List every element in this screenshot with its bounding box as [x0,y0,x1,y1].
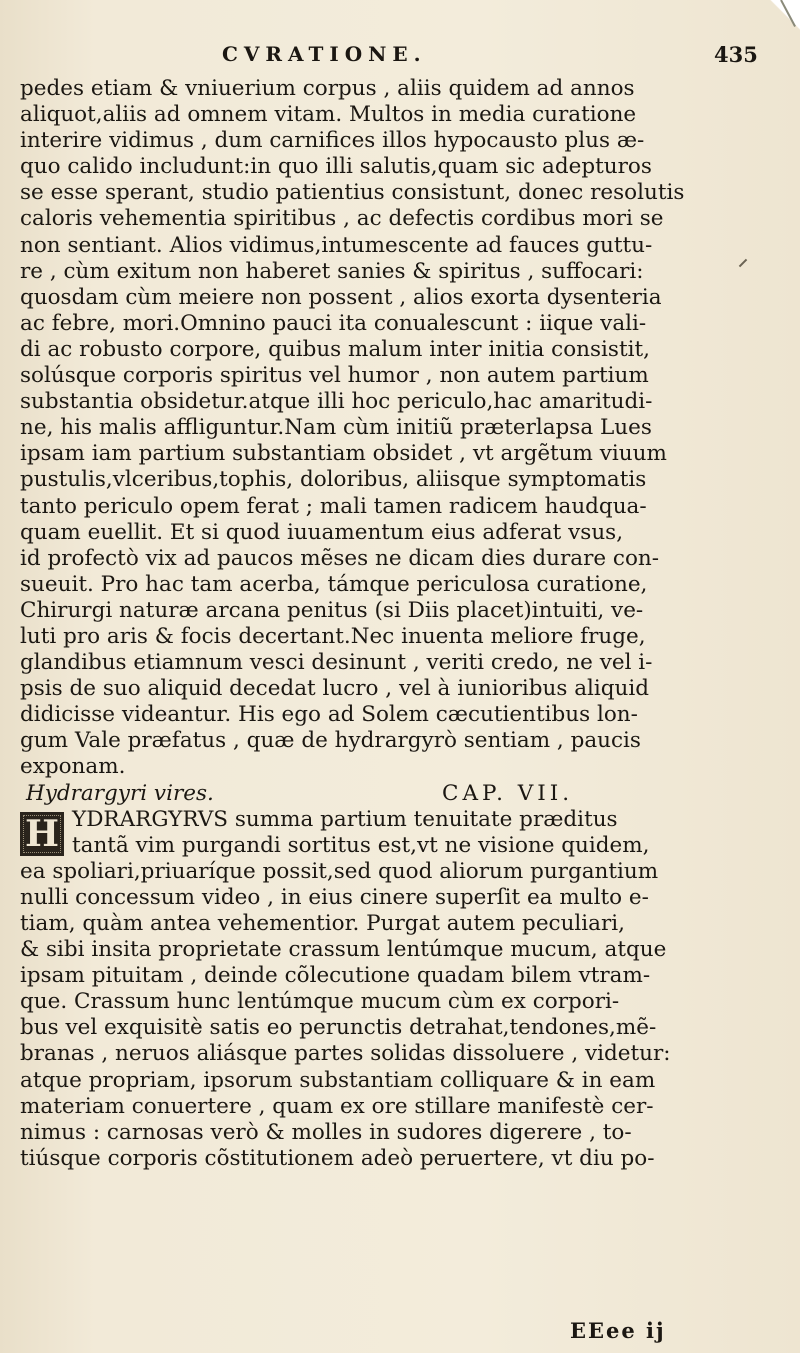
running-head: CVRATIONE. [222,42,427,66]
text-line: ipsam iam partium substantiam obsidet , vt argẽtum viuum [20,441,667,467]
text-line: psis de suo aliquid decedat lucro , vel à iunioribus aliquid [20,676,650,702]
text-line: ea spoliari,priuaríque possit,sed quod aliorum purgantium [20,858,659,884]
text-line: se esse sperant, studio patientius consistunt, donec resolutis [20,180,685,206]
text-line: id profectò vix ad paucos mẽses ne dicam dies durare con- [20,545,660,571]
text-line: luti pro aris & focis decertant.Nec inuenta meliore fruge, [20,623,646,649]
page-number: 435 [714,42,758,67]
text-line: pedes etiam & vniuerium corpus , aliis quidem ad annos [20,76,635,101]
text-line: tantã vim purgandi sortitus est,vt ne visione quidem, [72,832,650,858]
text-line: tiúsque corporis cõstitutionem adeò peruertere, vt diu po- [20,1145,655,1171]
text-line: Chirurgi naturæ arcana penitus (si Diis placet)intuiti, ve- [20,597,644,623]
text-line: di ac robusto corpore, quibus malum inter initia consistit, [20,336,650,362]
initial-ornament-frame [23,812,61,855]
text-line: materiam conuertere , quam ex ore stillare manifestè cer- [20,1093,654,1119]
text-line: ac febre, mori.Omnino pauci ita conualescunt : iique vali- [20,310,647,336]
chapter-heading [20,781,776,807]
text-line: ne, his malis affliguntur.Nam cùm initiũ præterlapsa Lues [20,415,652,441]
text-line: atque propriam, ipsorum substantiam colliquare & in eam [20,1067,656,1093]
paragraph-1 [20,76,776,781]
signature-catchword: EEee ij [570,1318,666,1343]
text-line: branas , neruos aliásque partes solidas dissoluere , videtur: [20,1041,671,1067]
text-line: YDRARGYRVS summa partium tenuitate præditus [72,806,618,832]
text-line: re , cùm exitum non haberet sanies & spiritus , suffocari: [20,258,644,284]
text-line: nulli concessum video , in eius cinere superſit ea multo e- [20,884,649,910]
text-line: solúsque corporis spiritus vel humor , non autem partium [20,363,649,389]
chapter-title: Hydrargyri vires. [26,780,214,806]
text-line: exponam. [20,754,126,780]
paragraph-2 [20,859,776,1172]
text-line: ipsam pituitam , deinde cõlecutione quadam bilem vtram- [20,963,651,989]
text-line: quam euellit. Et si quod iuuamentum eius adferat vsus, [20,519,624,545]
text-line: nimus : carnosas verò & molles in sudores digerere , to- [20,1119,632,1145]
text-line: tiam, quàm antea vehementior. Purgat autem peculiari, [20,911,625,936]
chapter-opening [20,807,776,859]
text-line: sueuit. Pro hac tam acerba, támque periculosa curatione, [20,571,648,597]
text-line: bus vel exquisitè satis eo perunctis detrahat,tendones,mẽ- [20,1015,657,1041]
text-line: glandibus etiamnum vesci desinunt , veriti credo, ne vel i- [20,650,653,676]
text-line: interire vidimus , dum carnifices illos hypocausto plus æ- [20,128,645,154]
body-text [20,76,776,1172]
text-line: aliquot,aliis ad omnem vitam. Multos in media curatione [20,102,637,128]
text-line: que. Crassum hunc lentúmque mucum cùm ex corpori- [20,989,620,1015]
text-line: non sentiant. Alios vidimus,intumescente ad fauces guttu- [20,232,653,258]
initial-letter: H [24,812,59,855]
text-line: quo calido includunt:in quo illi salutis,quam sic adepturos [20,154,652,180]
text-line: didicisse videantur. His ego ad Solem cæcutientibus lon- [20,702,638,728]
decorated-initial [20,812,64,856]
text-line: pustulis,vlceribus,tophis, doloribus, aliisque symptomatis [20,467,647,493]
text-line: & sibi insita proprietate crassum lentúmque mucum, atque [20,937,667,963]
text-line: caloris vehementia spiritibus , ac defectis cordibus mori se [20,206,664,232]
chapter-number: CAP. VII. [442,780,574,806]
text-line: quosdam cùm meiere non possent , alios exorta dysenteria [20,284,662,310]
text-line: tanto periculo opem ferat ; mali tamen radicem haudqua- [20,493,647,519]
text-line: gum Vale præfatus , quæ de hydrargyrò sentiam , paucis [20,728,641,754]
text-line: substantia obsidetur.atque illi hoc periculo,hac amaritudi- [20,389,653,415]
